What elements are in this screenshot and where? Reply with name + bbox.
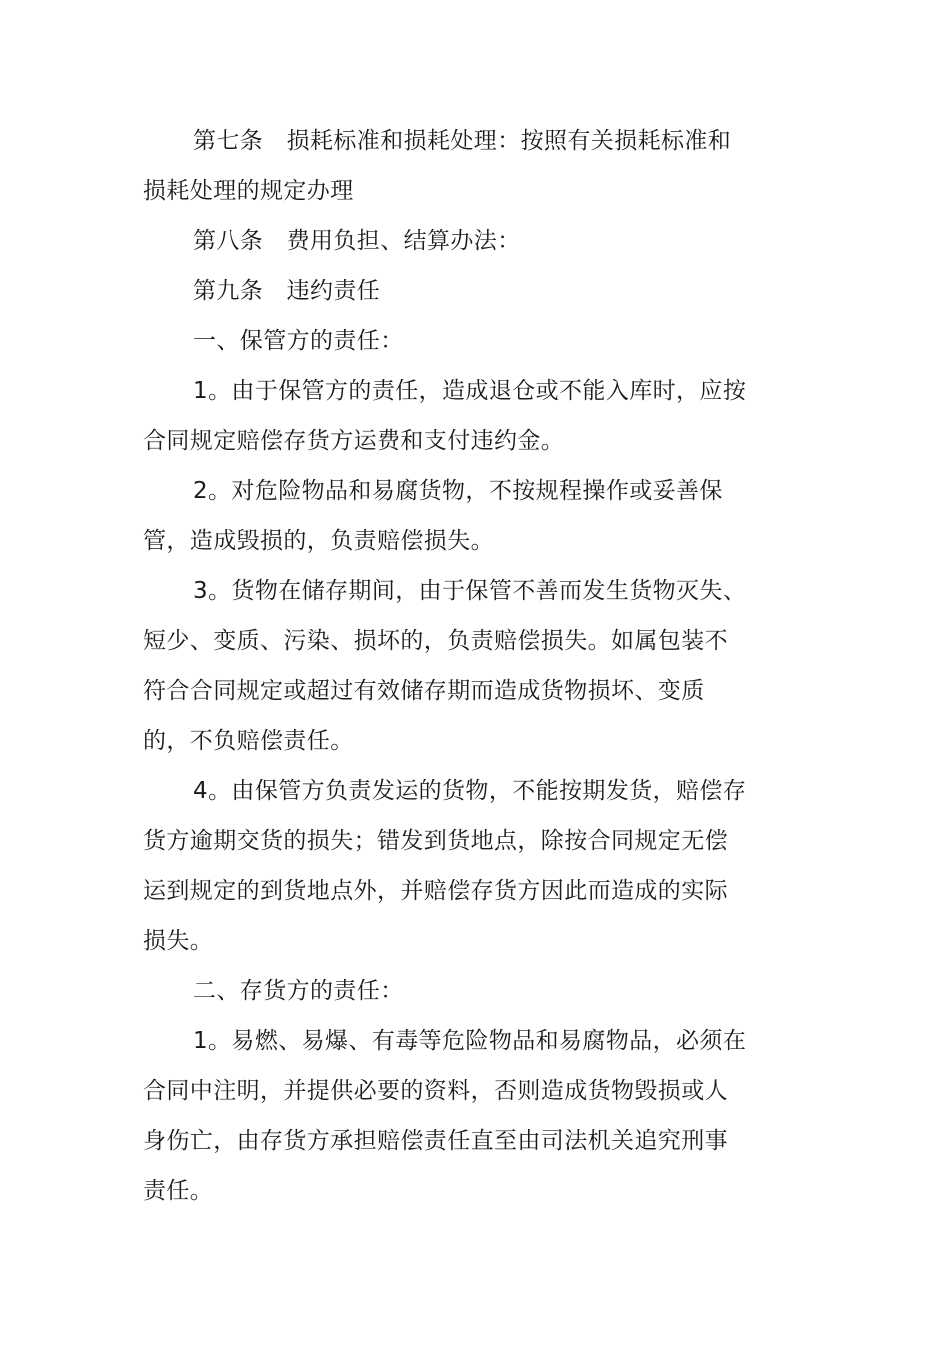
- custodian-liability-item-4: 4。由保管方负责发运的货物，不能按期发货，赔偿存货方逾期交货的损失；错发到货地点，除按合同规定无偿运到规定的到货地点外，并赔偿存货方因此而造成的实际损失。: [143, 778, 747, 954]
- article-7-paragraph: 第七条 损耗标准和损耗处理：按照有关损耗标准和损耗处理的规定办理: [143, 128, 732, 204]
- depositor-liability-heading: 二、存货方的责任：: [193, 978, 404, 1004]
- custodian-liability-heading: 一、保管方的责任：: [193, 328, 404, 354]
- document-body: [143, 116, 747, 1216]
- custodian-liability-item-3: 3。货物在储存期间，由于保管不善而发生货物灭失、短少、变质、污染、损坏的，负责赔偿损失。如属包装不符合合同规定或超过有效储存期而造成货物损坏、变质的，不负赔偿责任。: [143, 578, 747, 754]
- depositor-liability-item-1: 1。易燃、易爆、有毒等危险物品和易腐物品，必须在合同中注明，并提供必要的资料，否则造成货物毁损或人身伤亡，由存货方承担赔偿责任直至由司法机关追究刑事责任。: [143, 1028, 747, 1204]
- custodian-liability-item-1: 1。由于保管方的责任，造成退仓或不能入库时，应按合同规定赔偿存货方运费和支付违约金。: [143, 378, 747, 454]
- custodian-liability-item-2: 2。对危险物品和易腐货物，不按规程操作或妥善保管，造成毁损的，负责赔偿损失。: [143, 478, 723, 554]
- article-8-paragraph: 第八条 费用负担、结算办法：: [193, 228, 521, 254]
- article-9-heading: 第九条 违约责任: [193, 278, 381, 304]
